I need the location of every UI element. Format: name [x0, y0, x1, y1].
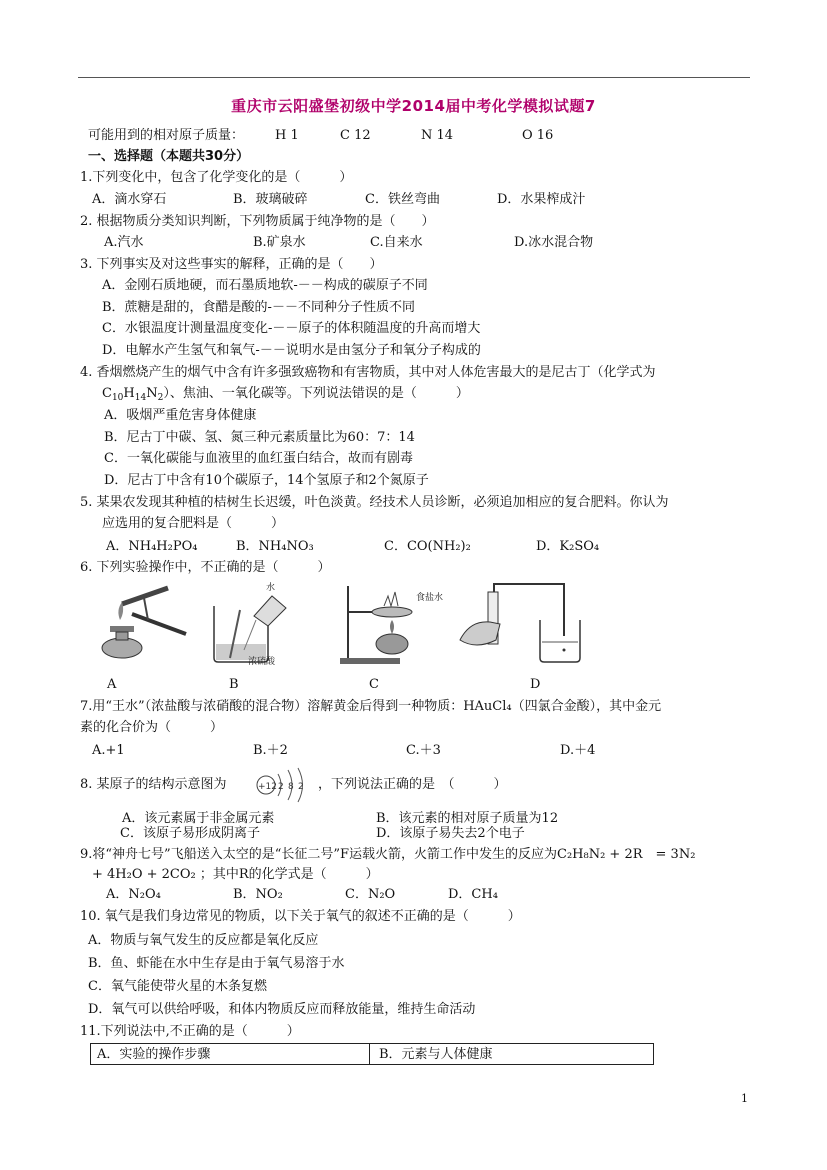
- figure-b-acid-label: 浓硫酸: [248, 657, 276, 666]
- figure-c-salt-label: 食盐水: [416, 593, 444, 603]
- q3-option-c: C．水银温度计测量温度变化-－－原子的体积随温度的升高而增大: [102, 321, 481, 336]
- atom-shell-1: 2: [278, 782, 284, 792]
- figure-a-heating: [92, 580, 192, 666]
- q5-option-d: D．K₂SO₄: [536, 539, 600, 554]
- q10-option-b: B．鱼、虾能在水中生存是由于氧气易溶于水: [88, 956, 345, 971]
- q1-option-a: A．滴水穿石: [92, 192, 167, 207]
- q4-option-a: A．吸烟严重危害身体健康: [104, 408, 257, 423]
- nicotine-formula: $C_{10}H_{14}N_2$: [102, 386, 164, 403]
- page-title: 重庆市云阳盛堡初级中学2014届中考化学模拟试题7: [231, 97, 596, 115]
- figure-label-a: A: [107, 677, 117, 692]
- q9-option-d: D．CH₄: [448, 887, 498, 902]
- atomic-mass-o: O 16: [522, 128, 554, 143]
- q4-option-b: B．尼古丁中碳、氢、氮三种元素质量比为60：7：14: [104, 430, 415, 445]
- q2-option-c: C.自来水: [370, 235, 423, 250]
- q8-option-d: D．该原子易失去2个电子: [376, 826, 525, 841]
- q8-stem-line2: ，下列说法正确的是 （ ）: [318, 777, 507, 792]
- q10-option-d: D．氧气可以供给呼吸，和体内物质反应而释放能量，维持生命活动: [88, 1002, 476, 1017]
- q7-option-d: D.＋4: [560, 743, 596, 758]
- q4-stem-line1: 4. 香烟燃烧产生的烟气中含有许多强致癌物和有害物质，其中对人体危害最大的是尼古丁（化学式为: [80, 365, 656, 380]
- q9-option-b: B．NO₂: [233, 887, 283, 902]
- q11-table-col-b: B．元素与人体健康: [379, 1047, 493, 1062]
- page-number: 1: [741, 1092, 748, 1105]
- q3-stem: 3. 下列事实及对这些事实的解释，正确的是（ ）: [80, 257, 383, 272]
- q7-option-b: B.＋2: [253, 743, 288, 758]
- figure-b-water-label: 水: [266, 583, 276, 593]
- figure-label-c: C: [369, 677, 379, 692]
- figure-label-d: D: [530, 677, 541, 692]
- q10-stem: 10. 氧气是我们身边常见的物质，以下关于氧气的叙述不正确的是（ ）: [80, 909, 521, 924]
- q8-option-b: B．该元素的相对原子质量为12: [376, 811, 559, 826]
- q3-option-d: D．电解水产生氢气和氧气-－－说明水是由氢分子和氧分子构成的: [102, 343, 481, 358]
- q1-option-c: C．铁丝弯曲: [365, 192, 440, 207]
- header-rule: [78, 77, 750, 78]
- q9-stem-line1: 9.将“神舟七号”飞船送入太空的是“长征二号”F运载火箭，火箭工作中发生的反应为C₂H₈N₂ + 2R = 3N₂: [80, 847, 696, 862]
- q5-option-a: A．NH₄H₂PO₄: [106, 539, 198, 554]
- q9-option-a: A．N₂O₄: [106, 887, 161, 902]
- q5-stem-line1: 5. 某果农发现其种植的桔树生长迟缓，叶色淡黄。经技术人员诊断，必须追加相应的复合肥料。你认为: [80, 495, 669, 510]
- q1-stem: 1.下列变化中，包含了化学变化的是（ ）: [80, 170, 353, 185]
- q2-option-b: B.矿泉水: [253, 235, 306, 250]
- q5-option-b: B．NH₄NO₃: [236, 539, 314, 554]
- q3-option-a: A．金刚石质地硬，而石墨质地软-－－构成的碳原子不同: [102, 278, 428, 293]
- atomic-mass-c: C 12: [340, 128, 371, 143]
- atomic-mass-h: H 1: [275, 128, 299, 143]
- q8-option-a: A．该元素属于非金属元素: [122, 811, 275, 826]
- q11-table-divider: [369, 1044, 370, 1064]
- q7-option-a: A.+1: [92, 743, 125, 758]
- q1-option-d: D．水果榨成汁: [497, 192, 586, 207]
- q10-option-c: C．氧气能使带火星的木条复燃: [88, 979, 267, 994]
- atom-nucleus-charge: +12: [258, 782, 277, 792]
- section-heading: 一、选择题（本题共30分）: [88, 149, 250, 164]
- atom-shell-2: 8: [288, 782, 294, 792]
- q11-table-col-a: A．实验的操作步骤: [97, 1047, 211, 1062]
- q8-option-c: C．该原子易形成阴离子: [120, 826, 260, 841]
- q5-option-c: C．CO(NH₂)₂: [384, 539, 471, 554]
- q10-option-a: A．物质与氧气发生的反应都是氧化反应: [88, 933, 319, 948]
- q4-option-d: D．尼古丁中含有10个碳原子，14个氢原子和2个氮原子: [104, 473, 429, 488]
- q7-option-c: C.＋3: [406, 743, 441, 758]
- atom-shell-3: 2: [298, 782, 304, 792]
- q2-option-d: D.冰水混合物: [514, 235, 594, 250]
- q7-stem-line2: 素的化合价为（ ）: [80, 720, 224, 735]
- figure-label-b: B: [229, 677, 239, 692]
- q9-option-c: C．N₂O: [345, 887, 396, 902]
- q11-table: [90, 1043, 654, 1065]
- q1-option-b: B．玻璃破碎: [233, 192, 308, 207]
- atomic-mass-label: 可能用到的相对原子质量：: [88, 128, 245, 143]
- atom-structure-diagram: [254, 766, 316, 804]
- atomic-mass-n: N 14: [421, 128, 454, 143]
- q2-option-a: A.汽水: [104, 235, 144, 250]
- q11-stem: 11.下列说法中,不正确的是（ ）: [80, 1024, 300, 1039]
- figure-b-diluting: [210, 580, 306, 666]
- q4-option-c: C．一氧化碳能与血液里的血红蛋白结合，故而有剧毒: [104, 451, 413, 466]
- q4-stem-line2: $C_{10}H_{14}N_2$）、焦油、一氧化碳等。下列说法错误的是（ ）: [102, 386, 469, 403]
- q2-stem: 2. 根据物质分类知识判断，下列物质属于纯净物的是（ ）: [80, 214, 435, 229]
- q5-stem-line2: 应选用的复合肥料是（ ）: [102, 516, 285, 531]
- q7-stem-line1: 7.用“王水”（浓盐酸与浓硝酸的混合物）溶解黄金后得到一种物质：HAuCl₄（四氯合金酸），其中金元: [80, 699, 662, 714]
- q8-stem-line1: 8. 某原子的结构示意图为: [80, 777, 227, 792]
- q6-stem: 6. 下列实验操作中，不正确的是（ ）: [80, 560, 331, 575]
- q9-stem-line2: + 4H₂O + 2CO₂ ；其中R的化学式是（ ）: [92, 867, 379, 882]
- q3-option-b: B．蔗糖是甜的，食醋是酸的-－－不同种分子性质不同: [102, 300, 415, 315]
- figure-c-evaporation: [338, 578, 458, 668]
- figure-d-airtightness: [454, 580, 584, 666]
